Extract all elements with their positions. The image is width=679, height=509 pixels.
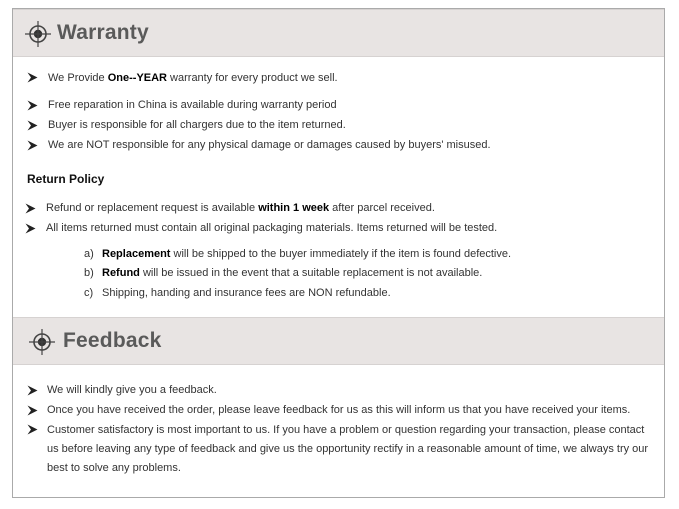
chevron-arrow-icon xyxy=(27,100,38,111)
chevron-arrow-icon xyxy=(27,385,38,396)
return-item-2: All items returned must contain all original packaging materials. Items returned will be tested. xyxy=(46,222,498,234)
feedback-item-3-continuation-1: us before leaving any type of feedback and give us the opportunity rectify in a reasonable amount of time, we always try our xyxy=(47,443,649,455)
feedback-item-2: Once you have received the order, please leave feedback for us as this will inform us that you have received your items. xyxy=(47,404,631,416)
chevron-arrow-icon xyxy=(27,424,38,435)
feedback-title: Feedback xyxy=(63,329,162,352)
return-sub-item-b: b) Refund will be issued in the event that a suitable replacement is not available. xyxy=(84,267,483,279)
warranty-item-2: Free reparation in China is available during warranty period xyxy=(48,99,337,111)
return-policy-title: Return Policy xyxy=(27,172,105,186)
crosshair-target-icon xyxy=(25,21,51,47)
chevron-arrow-icon xyxy=(25,203,36,214)
chevron-arrow-icon xyxy=(27,140,38,151)
feedback-item-3-continuation-2: best to solve any problems. xyxy=(47,462,181,474)
chevron-arrow-icon xyxy=(27,120,38,131)
return-sub-item-c: c) Shipping, handing and insurance fees are NON refundable. xyxy=(84,287,391,299)
crosshair-target-icon xyxy=(29,329,55,355)
info-panel xyxy=(12,8,665,498)
warranty-item-3: Buyer is responsible for all chargers due to the item returned. xyxy=(48,119,346,131)
return-item-1: Refund or replacement request is available within 1 week after parcel received. xyxy=(46,202,435,214)
warranty-header xyxy=(13,9,664,57)
warranty-title: Warranty xyxy=(57,21,149,44)
warranty-item-4: We are NOT responsible for any physical damage or damages caused by buyers' misused. xyxy=(48,139,491,151)
feedback-item-1: We will kindly give you a feedback. xyxy=(47,384,217,396)
feedback-item-3: Customer satisfactory is most important to us. If you have a problem or question regarding your transaction, please contact xyxy=(47,424,645,436)
return-sub-item-a: a) Replacement will be shipped to the buyer immediately if the item is found defective. xyxy=(84,248,512,260)
feedback-header xyxy=(13,317,664,365)
chevron-arrow-icon xyxy=(27,405,38,416)
chevron-arrow-icon xyxy=(27,72,38,83)
warranty-item-1: We Provide One--YEAR warranty for every product we sell. xyxy=(48,72,338,84)
chevron-arrow-icon xyxy=(25,223,36,234)
